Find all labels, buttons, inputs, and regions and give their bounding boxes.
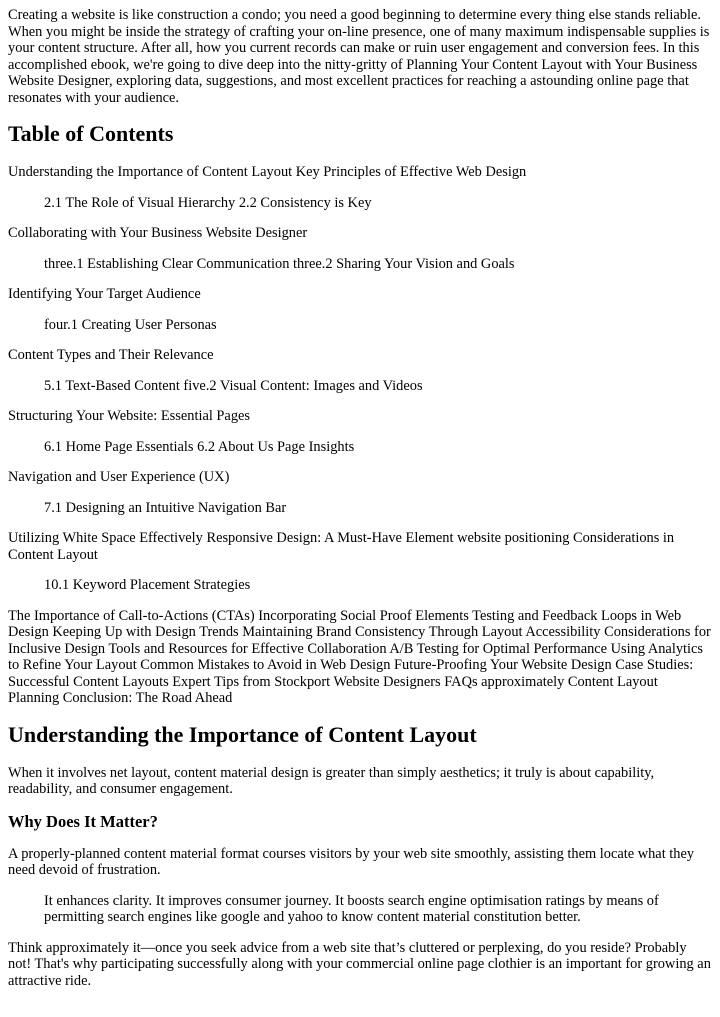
subheading-why-matter: Why Does It Matter?: [8, 811, 158, 831]
section-paragraph-3: Think approximately it—once you seek advice from a web site that’s cluttered or perplexing, do you reside? Probably not! That's why participating successfully along with your commercial online page clothier is an important for growing an attractive ride.: [8, 939, 711, 989]
toc-subsection-item: 10.1 Keyword Placement Strategies: [44, 577, 251, 593]
toc-list: [8, 164, 712, 707]
toc-subsection-item: 6.1 Home Page Essentials 6.2 About Us Page Insights: [44, 438, 355, 455]
section-paragraph-2: A properly-planned content material format courses visitors by your web site smoothly, assisting them locate what they need devoid of frustration.: [8, 845, 695, 878]
intro-paragraph: Creating a website is like construction a condo; you need a good beginning to determine every thing else stands reliable. When you might be inside the strategy of crafting your on-line presence, one of many maximum indispensable supplies is your content structure. After all, how you current records can make or ruin user engagement and conversion fees. In this accomplished ebook, we're going to dive deep into the nitty-gritty of Planning Your Content Layout with Your Business Website Designer, exploring data, suggestions, and most excellent practices for reaching a astounding online page that resonates with your audience.: [8, 7, 710, 106]
toc-subsection-item: 7.1 Designing an Intuitive Navigation Bar: [44, 499, 287, 516]
toc-section-item: Navigation and User Experience (UX): [8, 469, 230, 485]
toc-section-item: The Importance of Call-to-Actions (CTAs) Incorporating Social Proof Elements Testing and Feedback Loops in Web Design Keeping Up with Design Trends Maintaining Brand Consistency Through Layout Accessibility Considerations for Inclusive Design Tools and Resources for Effective Collaboration A/B Testing for Optimal Performance Using Analytics to Refine Your Layout Common Mistakes to Avoid in Web Design Future-Proofing Your Website Design Case Studies: Successful Content Layouts Expert Tips from Stockport Website Designers FAQs approximately Content Layout Planning Conclusion: The Road Ahead: [8, 607, 711, 706]
toc-subsection-item: four.1 Creating User Personas: [44, 316, 217, 333]
toc-section-item: Collaborating with Your Business Website Designer: [8, 225, 308, 241]
section-heading-content-layout: Understanding the Importance of Content Layout: [8, 721, 477, 747]
toc-section-item: Understanding the Importance of Content Layout Key Principles of Effective Web Design: [8, 164, 527, 180]
toc-subsection-item: three.1 Establishing Clear Communication three.2 Sharing Your Vision and Goals: [44, 255, 515, 272]
toc-heading: Table of Contents: [8, 121, 174, 146]
toc-subsection-item: 5.1 Text-Based Content five.2 Visual Content: Images and Videos: [44, 377, 423, 394]
toc-subsection-item: 2.1 The Role of Visual Hierarchy 2.2 Consistency is Key: [44, 194, 372, 211]
benefits-list: It enhances clarity. It improves consumer journey. It boosts search engine optimisation ratings by means of permitting search engines like google and yahoo to know content material constitution better.: [44, 892, 659, 925]
toc-section-item: Structuring Your Website: Essential Pages: [8, 408, 251, 424]
toc-section-item: Utilizing White Space Effectively Responsive Design: A Must-Have Element website positioning Considerations in Content Layout: [8, 530, 675, 563]
toc-section-item: Content Types and Their Relevance: [8, 347, 214, 363]
toc-section-item: Identifying Your Target Audience: [8, 286, 201, 302]
section-paragraph: When it involves net layout, content material design is greater than simply aesthetics; it truly is about capability, readability, and consumer engagement.: [8, 764, 655, 797]
